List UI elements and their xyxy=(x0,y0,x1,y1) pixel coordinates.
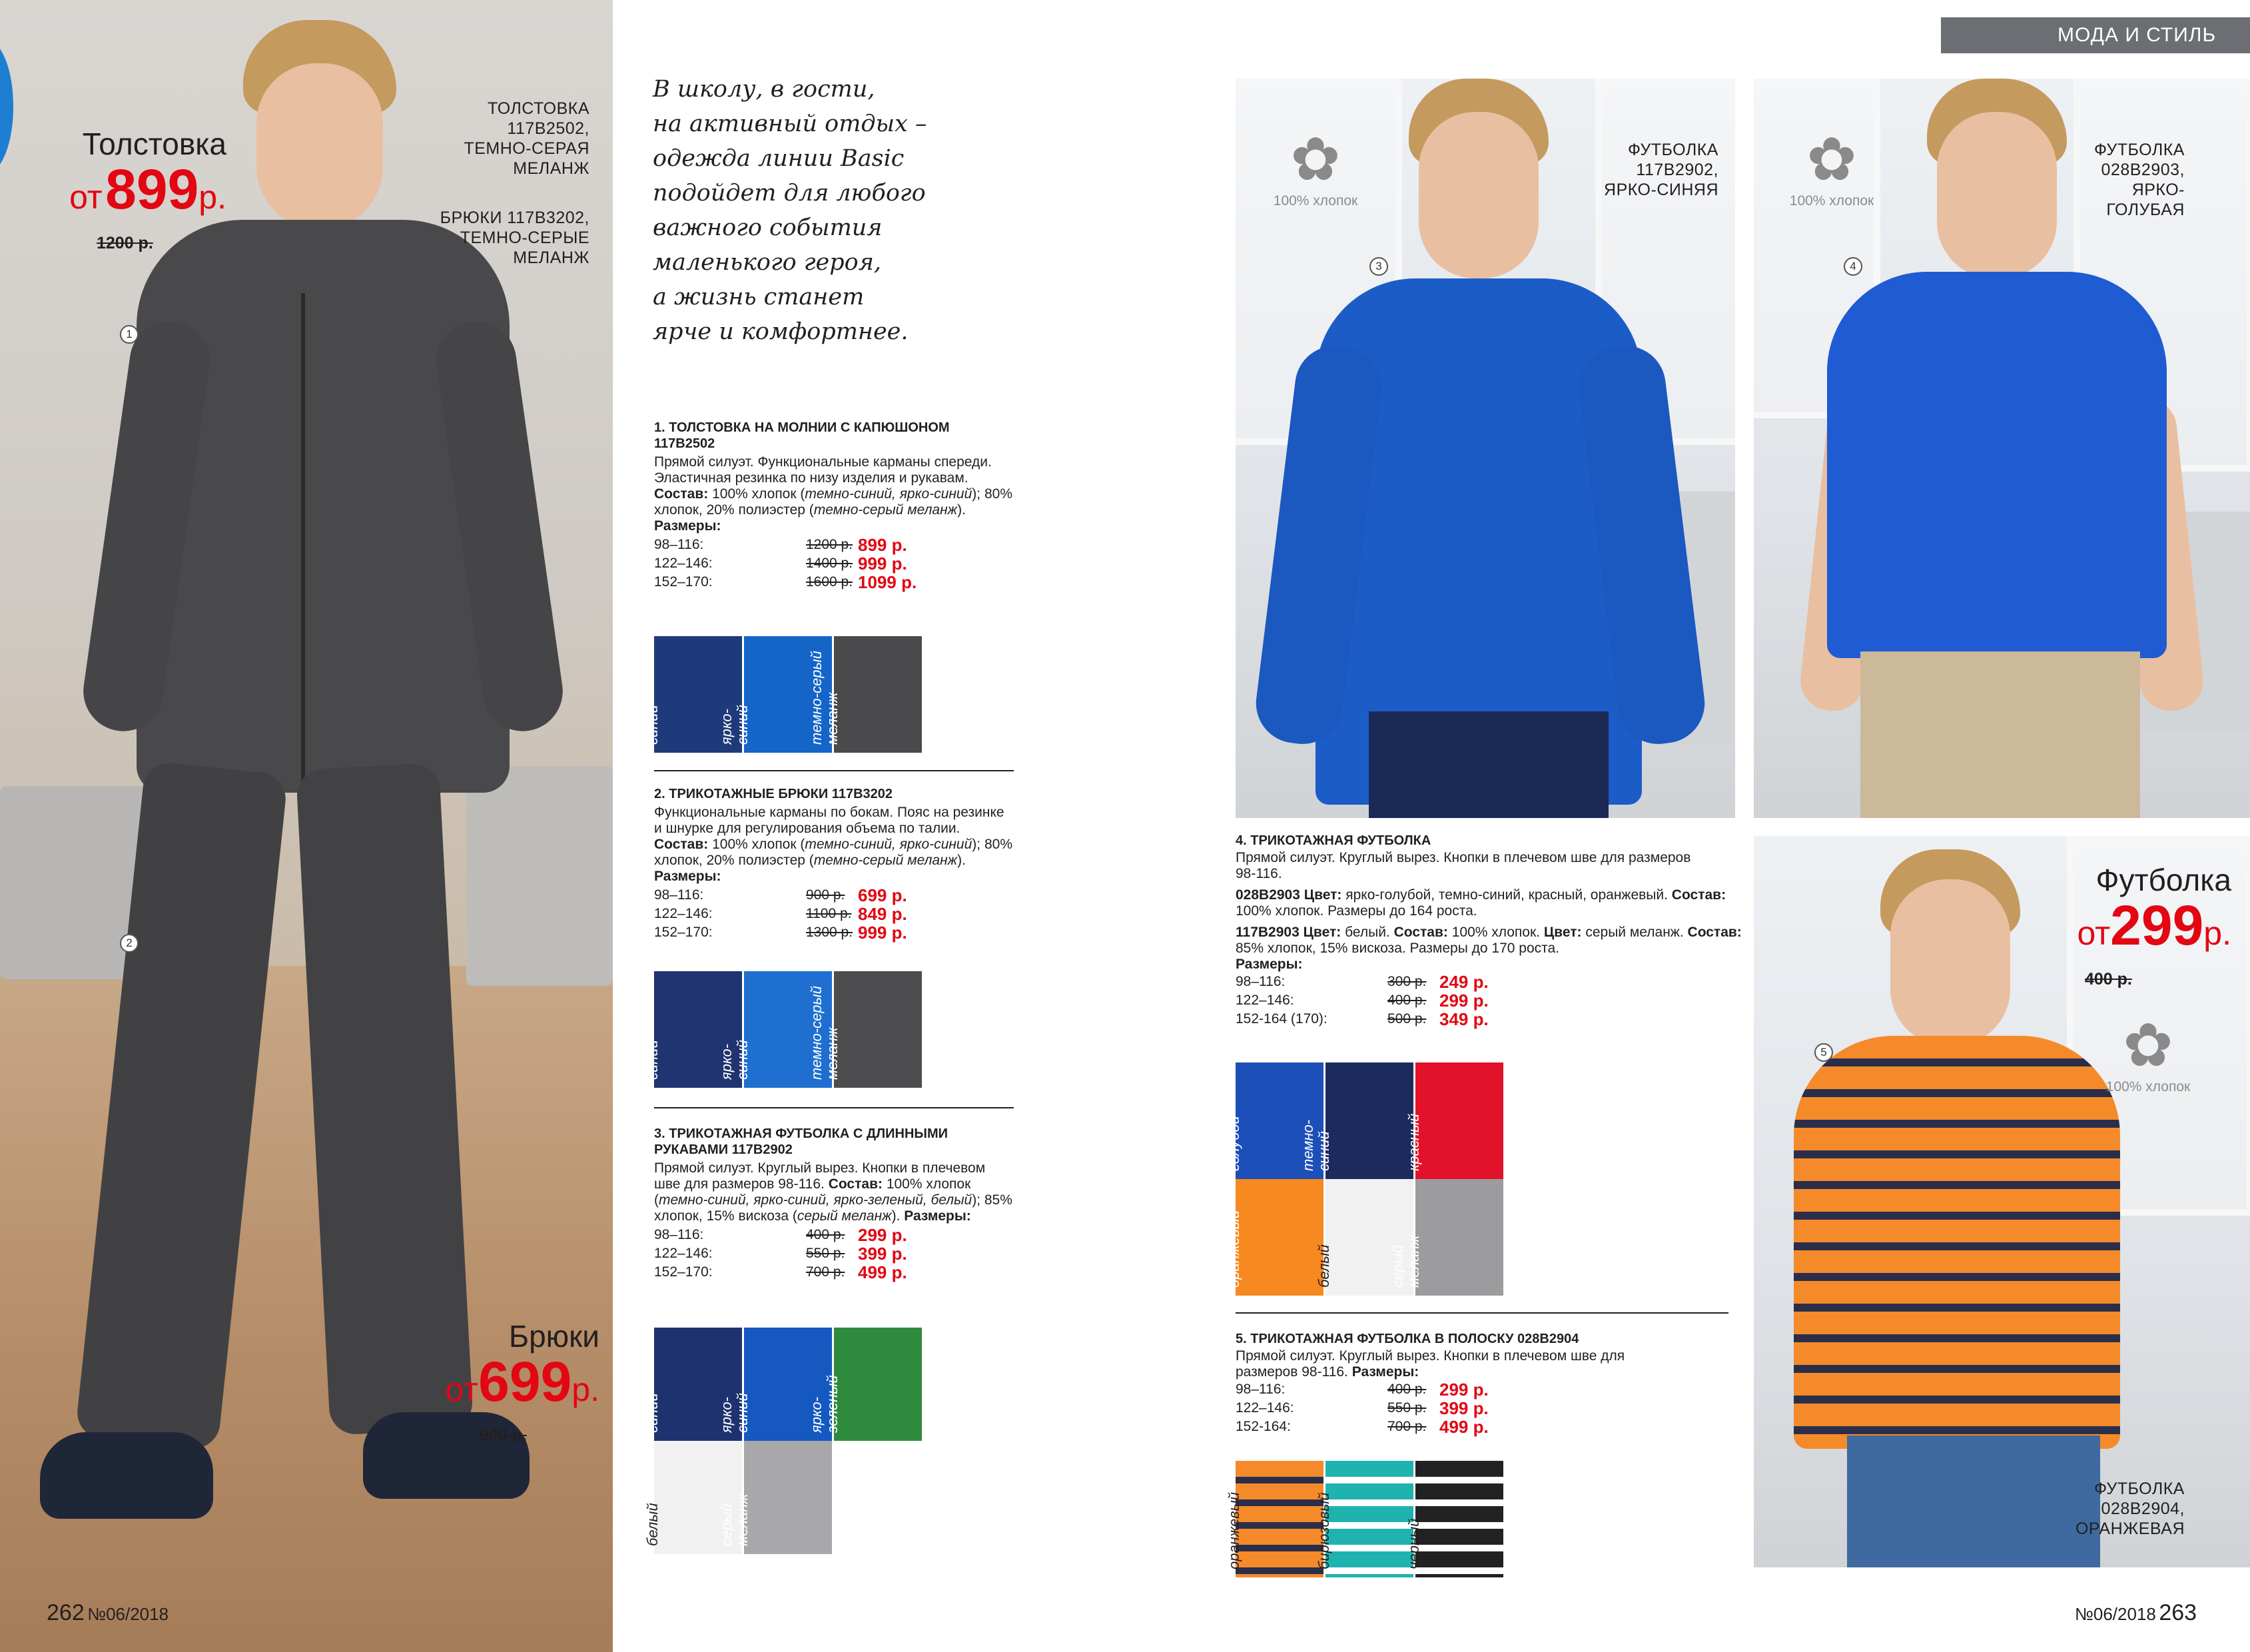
caption-line: ФУТБОЛКА xyxy=(1628,141,1718,159)
size: 98–116: xyxy=(654,537,704,552)
old-price: 400 р. xyxy=(1387,1382,1427,1397)
product-1-sizes xyxy=(654,536,1014,592)
tshirt-callout-price-line xyxy=(2005,894,2231,970)
product-5-description xyxy=(1236,1331,1635,1436)
caption-line: 028B2904, xyxy=(2101,1499,2185,1518)
size-row xyxy=(1236,1380,1635,1399)
product-4-description xyxy=(1236,833,1742,1029)
old-price: 550 р. xyxy=(1387,1400,1427,1416)
cotton-badge-5 xyxy=(2098,1013,2198,1095)
pants-callout-price: 699 xyxy=(478,1350,572,1413)
right-page-number: 263 xyxy=(2159,1600,2197,1625)
intro-line: важного события xyxy=(653,214,883,241)
tshirt-callout-price: 299 xyxy=(2110,894,2204,957)
new-price: 499 р. xyxy=(1439,1417,1489,1437)
size-row xyxy=(654,573,1014,592)
product-4-intro: Прямой силуэт. Круглый вырез. Кнопки в плечевом шве для размеров 98-116. xyxy=(1236,850,1691,881)
new-price: 399 р. xyxy=(1439,1398,1489,1418)
desc-text: 100% хлопок. Размеры до 164 роста. xyxy=(1236,903,1477,919)
desc-italic: темно-синий, ярко-синий xyxy=(805,486,972,502)
size: 152-164: xyxy=(1236,1419,1291,1434)
intro-line: ярче и комфортнее. xyxy=(653,318,909,345)
product-3-sizes xyxy=(654,1226,1014,1282)
intro-line: одежда линии Basic xyxy=(653,145,905,172)
divider xyxy=(1236,1312,1728,1314)
cotton-badge-label: 100% хлопок xyxy=(2105,1079,2191,1094)
tshirt-callout-title: Футболка xyxy=(2095,863,2231,897)
swatch-p5-1 xyxy=(1226,1461,1323,1577)
photo-caption-longsleeve xyxy=(1585,140,1718,200)
product-3-body xyxy=(654,1160,1014,1224)
swatch-p4-6 xyxy=(1389,1179,1503,1296)
old-price: 1600 р. xyxy=(806,574,853,590)
new-price: 699 р. xyxy=(858,885,907,905)
size: 98–116: xyxy=(654,1227,704,1242)
hoodie-callout-price: 899 xyxy=(105,158,199,220)
photo-caption-hoodie xyxy=(426,99,589,179)
product-2-description xyxy=(654,786,1014,942)
cotton-badge-label: 100% хлопок xyxy=(1789,193,1874,208)
desc-text: ). xyxy=(891,1208,905,1224)
desc-text: ); 80% хлопок, 20% полиэстер ( xyxy=(654,837,1012,868)
boy-face xyxy=(1890,879,2010,1046)
pants-callout-old-price: 900 р. xyxy=(480,1426,527,1445)
new-price: 999 р. xyxy=(858,923,907,943)
right-issue: №06/2018 xyxy=(2075,1604,2156,1624)
left-page-number: 262 xyxy=(47,1600,85,1625)
desc-bold: Размеры: xyxy=(654,869,721,884)
desc-text: 100% хлопок. xyxy=(1447,925,1544,940)
marker-5: 5 xyxy=(1814,1043,1833,1062)
desc-italic: темно-синий, ярко-синий, ярко-зеленый, белый xyxy=(659,1192,972,1208)
armchair xyxy=(466,766,613,986)
variant-code: 117B2903 Цвет: xyxy=(1236,925,1341,940)
product-5-sizes xyxy=(1236,1380,1635,1436)
size-row xyxy=(1236,1418,1635,1436)
swatch-label: темно-серый меланж xyxy=(808,986,841,1080)
swatch-label: ярко- зеленый xyxy=(808,1375,841,1433)
swatch-p1-3 xyxy=(808,636,922,753)
swatch-p2-3 xyxy=(808,971,922,1088)
size: 122–146: xyxy=(654,1246,713,1261)
old-price: 1400 р. xyxy=(806,556,853,571)
swatch-label: ярко- синий xyxy=(718,1393,751,1433)
left-shoe xyxy=(40,1432,213,1519)
desc-text: ); 80% хлопок, 20% полиэстер ( xyxy=(654,486,1012,518)
swatch-label: ярко- синий xyxy=(718,1040,751,1080)
swatch-p3-5 xyxy=(718,1441,832,1554)
swatch-label: оранжевый xyxy=(1226,1491,1242,1569)
desc-text: Прямой силуэт. Круглый вырез. Кнопки в плечевом шве для размеров 98-116. xyxy=(654,1160,986,1192)
new-price: 299 р. xyxy=(1439,1380,1489,1400)
desc-bold: Состав: xyxy=(828,1176,883,1192)
old-price: 700 р. xyxy=(1387,1419,1427,1434)
marker-4: 4 xyxy=(1844,257,1862,276)
caption-line: МЕЛАНЖ xyxy=(513,159,589,178)
heading-line: 1. ТОЛСТОВКА НА МОЛНИИ С КАПЮШОНОМ xyxy=(654,420,950,435)
cotton-badge-4 xyxy=(1782,127,1882,209)
caption-line: МЕЛАНЖ xyxy=(513,248,589,267)
swatch-label: черный xyxy=(1405,1518,1422,1569)
divider xyxy=(654,770,1014,771)
swatch-label: оранжевый xyxy=(1226,1210,1242,1288)
old-price: 700 р. xyxy=(806,1264,845,1280)
swatch-label: темно-серый меланж xyxy=(808,651,841,745)
desc-bold: Размеры: xyxy=(654,518,721,534)
new-price: 999 р. xyxy=(858,554,907,574)
new-price: 299 р. xyxy=(858,1225,907,1245)
size-row xyxy=(654,923,1014,942)
caption-line: 117B2902, xyxy=(1636,161,1718,179)
size: 122–146: xyxy=(1236,1400,1294,1416)
desc-text: 100% хлопок ( xyxy=(708,837,805,852)
hoodie-callout-currency: р. xyxy=(198,179,226,216)
desc-text: белый. xyxy=(1341,925,1394,940)
tshirt-callout-currency: р. xyxy=(2203,915,2231,952)
caption-line: ЯРКО-СИНЯЯ xyxy=(1604,181,1718,199)
marker-2: 2 xyxy=(120,934,139,953)
product-1-description xyxy=(654,420,1014,592)
old-price: 900 р. xyxy=(806,887,845,903)
khaki-shorts xyxy=(1860,651,2140,818)
product-4-heading: 4. ТРИКОТАЖНАЯ ФУТБОЛКА xyxy=(1236,833,1431,848)
product-2-body xyxy=(654,805,1014,885)
desc-text: ); 85% хлопок, 15% вискоза ( xyxy=(654,1192,1012,1224)
size-row xyxy=(654,536,1014,554)
size-row xyxy=(1236,1010,1742,1029)
size: 98–116: xyxy=(1236,1382,1286,1397)
caption-line: ФУТБОЛКА xyxy=(2094,141,2185,159)
desc-text: Прямой силуэт. Круглый вырез. Кнопки в плечевом шве для размеров 98-116. xyxy=(1236,1348,1625,1380)
boy-face xyxy=(1419,112,1539,278)
size-row xyxy=(654,1263,1014,1282)
swatch-label: бирюзовый xyxy=(1315,1492,1332,1569)
swatch-p4-4 xyxy=(1226,1179,1323,1296)
desc-bold: Состав: xyxy=(1393,925,1448,940)
size-row xyxy=(654,1244,1014,1263)
swatch-p3-3 xyxy=(808,1328,922,1441)
caption-line: 117B2502, xyxy=(507,119,589,138)
new-price: 399 р. xyxy=(858,1244,907,1264)
left-page-footer xyxy=(47,1600,169,1626)
pants-price-callout xyxy=(373,1319,599,1446)
caption-line: ТОЛСТОВКА xyxy=(488,99,589,118)
product-3-description xyxy=(654,1126,1014,1282)
new-price: 1099 р. xyxy=(858,572,917,592)
swatch-label: ярко- голубой xyxy=(1210,1116,1242,1171)
product-5-body xyxy=(1236,1348,1635,1380)
marker-3: 3 xyxy=(1369,257,1388,276)
size: 98–116: xyxy=(654,887,704,903)
new-price: 899 р. xyxy=(858,535,907,555)
desc-text: 85% хлопок, 15% вискоза. Размеры до 170 роста. xyxy=(1236,941,1560,956)
jeans xyxy=(1847,1436,2100,1567)
old-price: 500 р. xyxy=(1387,1011,1427,1027)
caption-line: ТЕМНО-СЕРАЯ xyxy=(464,139,589,158)
desc-bold: Состав: xyxy=(654,486,709,502)
size-row xyxy=(1236,991,1742,1010)
new-price: 849 р. xyxy=(858,904,907,924)
size: 122–146: xyxy=(654,906,713,921)
swatch-p5-2 xyxy=(1315,1461,1413,1577)
size-row xyxy=(1236,973,1742,991)
intro-line: а жизнь станет xyxy=(653,284,865,310)
intro-line: подойдет для любого xyxy=(653,180,926,206)
desc-bold: Состав: xyxy=(1671,887,1726,903)
left-issue: №06/2018 xyxy=(87,1604,169,1624)
swatch-label: серый меланж xyxy=(1389,1235,1422,1288)
swatch-label: темно- синий xyxy=(628,1381,661,1433)
intro-text xyxy=(653,72,972,349)
tshirt-callout-old-price: 400 р. xyxy=(2085,970,2132,989)
size-row xyxy=(654,1226,1014,1244)
old-price: 300 р. xyxy=(1387,974,1427,989)
product-2-sizes xyxy=(654,886,1014,942)
swatch-label: темно- синий xyxy=(628,693,661,745)
old-price: 400 р. xyxy=(806,1227,845,1242)
boy-face xyxy=(256,63,383,230)
desc-bold: Состав: xyxy=(654,837,709,852)
desc-bold: Размеры: xyxy=(904,1208,971,1224)
intro-line: маленького героя, xyxy=(653,249,882,276)
tshirt xyxy=(1827,272,2167,658)
new-price: 249 р. xyxy=(1439,972,1489,992)
swatch-p4-2 xyxy=(1300,1062,1413,1179)
old-price: 1100 р. xyxy=(806,906,852,921)
caption-line: ЯРКО-ГОЛУБАЯ xyxy=(2106,181,2185,219)
old-price: 1200 р. xyxy=(806,537,853,552)
right-page-footer xyxy=(2075,1600,2197,1626)
desc-italic: темно-серый меланж xyxy=(813,502,958,518)
size: 122–146: xyxy=(654,556,713,571)
hoodie-callout-from: от xyxy=(69,179,103,216)
intro-line: В школу, в гости, xyxy=(653,76,875,103)
cotton-flower-icon: ✿ xyxy=(1290,127,1341,193)
cotton-badge-label: 100% хлопок xyxy=(1273,193,1358,208)
hoodie xyxy=(137,220,510,793)
desc-text: Прямой силуэт. Функциональные карманы спереди. Эластичная резинка по низу изделия и рукавам. xyxy=(654,454,992,486)
hoodie-callout-title: Толстовка xyxy=(82,127,226,161)
hoodie-callout-price-line xyxy=(0,158,226,234)
new-price: 499 р. xyxy=(858,1262,907,1282)
striped-tshirt xyxy=(1794,1036,2120,1449)
tshirt-callout-from: от xyxy=(2077,915,2111,952)
hoodie-callout-old-price: 1200 р. xyxy=(97,234,153,252)
swatch-label: темно- синий xyxy=(628,1028,661,1080)
caption-line: 028B2903, xyxy=(2101,161,2185,179)
desc-text: серый меланж. xyxy=(1581,925,1688,940)
swatch-label: серый меланж xyxy=(718,1493,751,1546)
caption-line: ТЕМНО-СЕРЫЕ xyxy=(460,228,589,247)
size-row xyxy=(654,554,1014,573)
desc-bold: Размеры: xyxy=(1351,1364,1419,1380)
boy-face xyxy=(1937,112,2057,278)
heading-line: РУКАВАМИ 117B2902 xyxy=(654,1142,793,1157)
old-price: 550 р. xyxy=(806,1246,845,1261)
product-4-variant-1 xyxy=(1236,887,1742,919)
sizes-label: Размеры: xyxy=(1236,957,1303,972)
size: 152–170: xyxy=(654,925,713,940)
desc-text: ярко-голубой, темно-синий, красный, оранжевый. xyxy=(1341,887,1672,903)
product-1-heading xyxy=(654,420,1014,452)
swatch-label: темно- синий xyxy=(1300,1119,1332,1171)
desc-text: 100% хлопок ( xyxy=(654,1176,971,1208)
size: 98–116: xyxy=(1236,974,1286,989)
size: 152-164 (170): xyxy=(1236,1011,1327,1027)
desc-italic: темно-серый меланж xyxy=(813,853,958,868)
marker-1: 1 xyxy=(120,325,139,344)
caption-line: БРЮКИ 117B3202, xyxy=(440,208,589,227)
product-1-body xyxy=(654,454,1014,534)
desc-text: 100% хлопок ( xyxy=(708,486,805,502)
desc-text: Функциональные карманы по бокам. Пояс на резинке и шнурке для регулирования объема по талии. xyxy=(654,805,1004,836)
product-2-heading: 2. ТРИКОТАЖНЫЕ БРЮКИ 117B3202 xyxy=(654,787,893,801)
intro-line: на активный отдых – xyxy=(653,111,927,137)
size-row xyxy=(654,905,1014,923)
swatch-p5-3 xyxy=(1405,1461,1503,1577)
size: 122–146: xyxy=(1236,993,1294,1008)
section-tab-label: МОДА И СТИЛЬ xyxy=(2058,24,2217,46)
size: 152–170: xyxy=(654,1264,713,1280)
cotton-badge-3 xyxy=(1266,127,1365,209)
hoodie-price-callout xyxy=(0,127,226,253)
new-price: 299 р. xyxy=(1439,991,1489,1011)
photo-caption-pants xyxy=(426,208,589,268)
hoodie-zipper xyxy=(301,293,305,786)
pants-callout-from: от xyxy=(445,1371,479,1408)
pants-callout-currency: р. xyxy=(571,1371,599,1408)
swatch-label: белый xyxy=(644,1503,661,1546)
size-row xyxy=(1236,1399,1635,1418)
photo-caption-tshirt xyxy=(2065,140,2185,220)
size: 152–170: xyxy=(654,574,713,590)
pants xyxy=(1369,711,1609,818)
desc-italic: темно-синий, ярко-синий xyxy=(805,837,972,852)
pants-callout-price-line xyxy=(373,1350,599,1426)
size-row xyxy=(654,886,1014,905)
caption-line: ФУТБОЛКА xyxy=(2094,1479,2185,1498)
desc-italic: серый меланж xyxy=(797,1208,892,1224)
desc-bold: Состав: xyxy=(1687,925,1742,940)
swatch-label: красный xyxy=(1405,1113,1422,1171)
product-4-variant-2 xyxy=(1236,925,1742,957)
product-4-sizes xyxy=(1236,973,1742,1029)
section-tab xyxy=(1941,17,2250,53)
desc-bold: Цвет: xyxy=(1543,925,1582,940)
tshirt-price-callout xyxy=(2005,863,2231,989)
old-price: 400 р. xyxy=(1387,993,1427,1008)
new-price: 349 р. xyxy=(1439,1009,1489,1029)
swatch-label: белый xyxy=(1315,1244,1332,1288)
product-5-heading: 5. ТРИКОТАЖНАЯ ФУТБОЛКА В ПОЛОСКУ 028B2904 xyxy=(1236,1332,1579,1346)
pants-callout-title: Брюки xyxy=(508,1319,599,1354)
desc-text: ). xyxy=(957,502,966,518)
heading-line: 3. ТРИКОТАЖНАЯ ФУТБОЛКА С ДЛИННЫМИ xyxy=(654,1126,948,1141)
variant-code: 028B2903 Цвет: xyxy=(1236,887,1342,903)
swatch-p4-3 xyxy=(1405,1062,1503,1179)
cotton-flower-icon: ✿ xyxy=(2123,1013,2173,1079)
swatch-label: ярко- синий xyxy=(718,705,751,745)
caption-line: ОРАНЖЕВАЯ xyxy=(2075,1519,2185,1538)
photo-caption-striped xyxy=(2065,1479,2185,1539)
product-3-heading xyxy=(654,1126,1014,1158)
desc-text: ). xyxy=(957,853,966,868)
heading-line: 117B2502 xyxy=(654,436,715,451)
divider xyxy=(654,1107,1014,1108)
old-price: 1300 р. xyxy=(806,925,853,940)
cotton-flower-icon: ✿ xyxy=(1806,127,1857,193)
